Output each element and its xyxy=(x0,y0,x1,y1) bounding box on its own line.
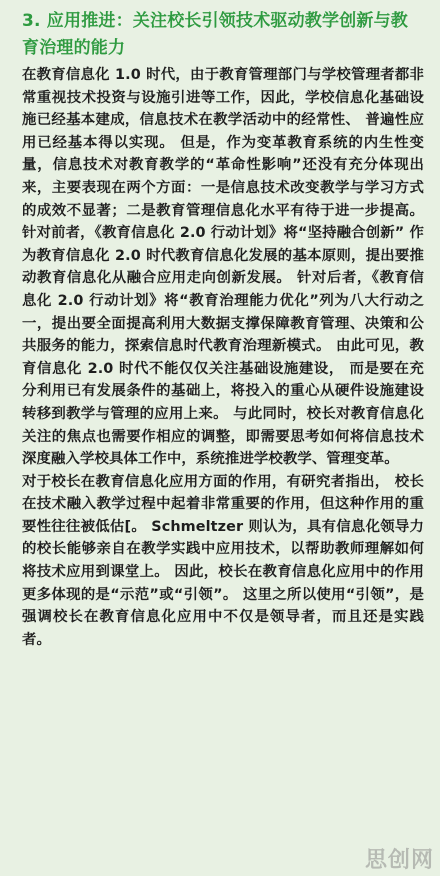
paragraph-1: 在教育信息化 1.0 时代，由于教育管理部门与学校管理者都非常重视技术投资与设施引进等工作，因此，学校信息化基础设施已经基本建成，信息技术在教学活动中的经常性、 普遍性应用已经基本得以实现。 但是，作为变革教育系统的内生性变量，信息技术对教育教学的“革命性影响”还没有充分体现出来，主要表现在两个方面：一是信息技术改变教学与学习方式的成效不显著；二是教育管理信息化水平有待于进一步提高。 针对前者，《教育信息化 2.0 行动计划》将“坚持融合创新” 作为教育信息化 2.0 时代教育信息化发展的基本原则，提出要推动教育信息化从融合应用走向创新发展。 针对后者，《教育信息化 2.0 行动计划》将“教育治理能力优化”列为八大行动之一，提出要全面提高利用大数据支撑保障教育管理、决策和公共服务的能力，探索信息时代教育治理新模式。 由此可见，教育信息化 2.0 时代不能仅仅关注基础设施建设， 而是要在充分利用已有发展条件的基础上，将投入的重心从硬件设施建设转移到教学与管理的应用上来。 与此同时，校长对教育信息化关注的焦点也需要作相应的调整，即需要思考如何将信息技术深度融入学校具体工作中，系统推进学校教学、管理变革。 xyxy=(22,67,424,468)
paragraph-2: 对于校长在教育信息化应用方面的作用，有研究者指出， 校长在技术融入教学过程中起着非常重要的作用，但这种作用的重要性往往被低估[。 Schmeltzer 则认为，具有信息化领导力的校长能够亲自在教学实践中应用技术，以帮助教师理解如何将技术应用到课堂上。 因此，校长在教育信息化应用中的作用更多体现的是“示范”或“引领”。 这里之所以使用“引领”，是强调校长在教育信息化应用中不仅是领导者，而且还是实践者。 xyxy=(22,473,424,648)
watermark-logo: 思创网 xyxy=(364,848,434,873)
section-heading: 3. 应用推进：关注校长引领技术驱动教学创新与教育治理的能力 xyxy=(22,11,409,58)
